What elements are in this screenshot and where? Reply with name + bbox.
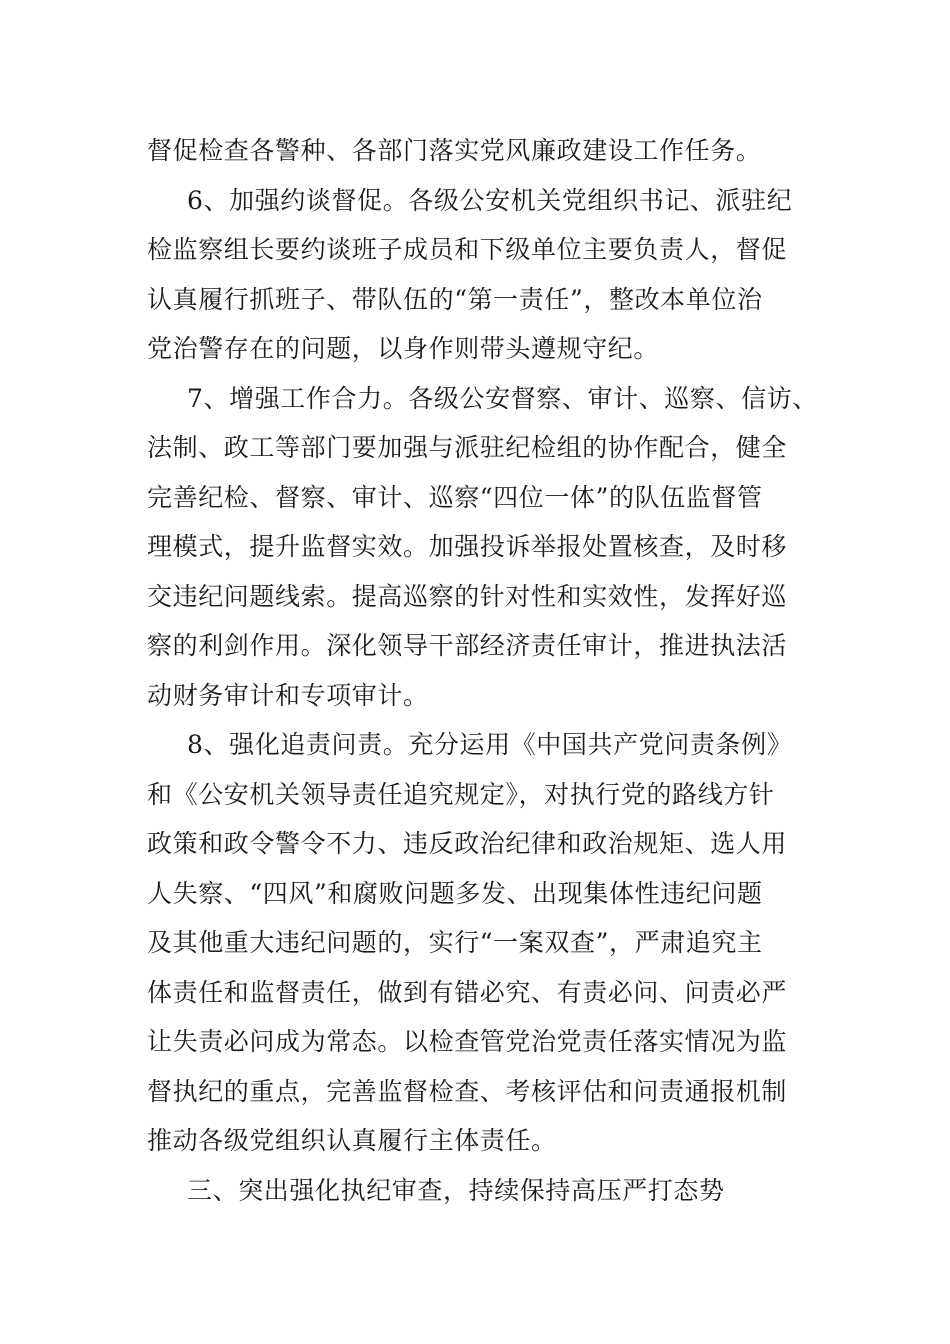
text-line: 人失察、“四风”和腐败问题多发、出现集体性违纪问题 [147, 878, 763, 908]
text-line: 察的利剑作用。深化领导干部经济责任审计，推进执法活 [147, 631, 788, 660]
text-line: 政策和政令警令不力、违反政治纪律和政治规矩、选人用 [147, 829, 788, 858]
paragraph-6-start: 6、加强约谈督促。各级公安机关党组织书记、派驻纪 [187, 185, 793, 215]
text-line: 理模式，提升监督实效。加强投诉举报处置核查，及时移 [147, 532, 788, 561]
text-line: 完善纪检、督察、审计、巡察“四位一体”的队伍监督管 [147, 482, 763, 512]
text-line: 及其他重大违纪问题的，实行“一案双查”，严肃追究主 [147, 928, 763, 957]
text-line: 党治警存在的问题，以身作则带头遵规守纪。 [147, 334, 660, 363]
text-line: 法制、政工等部门要加强与派驻纪检组的协作配合，健全 [147, 433, 788, 462]
paragraph-7-start: 7、增强工作合力。各级公安督察、审计、巡察、信访、 [187, 383, 818, 413]
text-line: 和《公安机关领导责任追究规定》，对执行党的路线方针 [147, 779, 775, 809]
text-line: 检监察组长要约谈班子成员和下级单位主要负责人，督促 [147, 235, 788, 264]
text-line: 交违纪问题线索。提高巡察的针对性和实效性，发挥好巡 [147, 581, 788, 611]
section-heading-3: 三、突出强化执纪审查，持续保持高压严打态势 [187, 1175, 725, 1205]
text-line: 督执纪的重点，完善监督检查、考核评估和问责通报机制 [147, 1076, 788, 1106]
text-line: 认真履行抓班子、带队伍的“第一责任”，整改本单位治 [147, 284, 763, 314]
text-line: 让失责必问成为常态。以检查管党治党责任落实情况为监 [147, 1027, 788, 1056]
text-line: 督促检查各警种、各部门落实党风廉政建设工作任务。 [147, 136, 762, 165]
paragraph-8-start: 8、强化追责问责。充分运用《中国共产党问责条例》 [187, 730, 793, 759]
text-line: 动财务审计和专项审计。 [147, 680, 429, 710]
text-line: 推动各级党组织认真履行主体责任。 [147, 1126, 557, 1155]
document-body [147, 126, 827, 1215]
text-line: 体责任和监督责任，做到有错必究、有责必问、问责必严 [147, 977, 788, 1007]
